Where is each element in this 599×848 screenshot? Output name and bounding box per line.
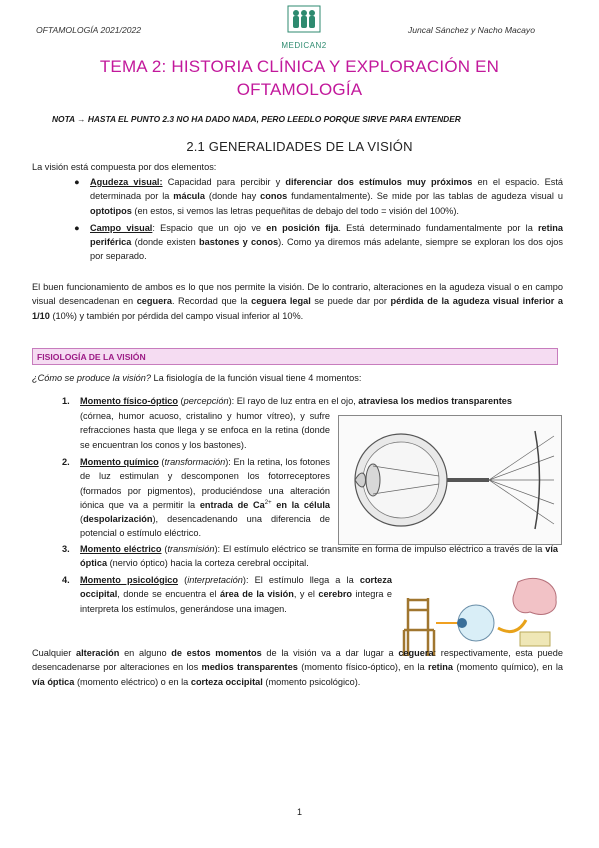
para-bold: ceguera [136, 296, 172, 307]
item-paren: interpretación [187, 575, 243, 585]
page-number: 1 [296, 807, 302, 818]
bullet-term: Campo visual [90, 222, 153, 233]
para-bold: de estos momentos [171, 648, 262, 658]
item-number: 4. [62, 575, 70, 585]
item-bold: en la célula [271, 499, 330, 510]
item-term: Momento químico [80, 457, 159, 467]
bullet-campo [74, 221, 564, 264]
para-text: (momento eléctrico) o en la [74, 676, 191, 687]
bullet-bold: bastones y conos [198, 237, 279, 247]
logo-text: MEDICAN2 [281, 41, 327, 51]
item-text: (nervio óptico) hacia la corteza cerebral occipital. [107, 558, 309, 569]
para-text: (momento físico-óptico), en la [297, 662, 428, 673]
item-bold: atraviesa los medios transparentes [358, 396, 513, 406]
para-text: Cualquier [32, 648, 76, 658]
bullet-text: ). Como ya diremos más adelante, siempre se exploran los dos ojos por separado. [90, 237, 563, 262]
para-bold: ceguera legal [251, 296, 311, 307]
bullet-icon: ● [74, 222, 80, 233]
item-bold: vía óptica [80, 544, 558, 569]
para-text: : respectivamente, esta puede desencadenarse por alteraciones en los [32, 648, 564, 673]
item-text: : El estímulo llega a la [245, 575, 360, 585]
item-bold: entrada de Ca [199, 499, 265, 510]
medican2-logo [274, 4, 334, 51]
para-text: . Recordad que la [171, 296, 252, 307]
item-text: ( [80, 514, 84, 524]
para-text: El buen funcionamiento de ambos es lo que nos permite la visión. De lo contrario, alteraciones en la agudeza visual o en campo visual desencadenan en [32, 282, 563, 307]
bullet-term: Agudeza visual: [90, 177, 163, 187]
title-line-2: OFTAMOLOGÍA [236, 79, 363, 99]
item-text: : El rayo de luz entra en el ojo, [231, 396, 359, 406]
item-bold: área de la visión [219, 589, 294, 600]
bullet-bold: optotipos [90, 205, 132, 216]
para-text: se puede dar por [310, 296, 391, 307]
bullet-text: (donde hay [204, 191, 261, 202]
para-text: (momento químico), en la [453, 662, 563, 673]
bullet-bold: diferenciar dos estímulos muy próximos [285, 177, 473, 187]
paragraph-alteracion [32, 646, 563, 689]
para-text: (10%) y también por pérdida del campo visual inferior al 10%. [49, 310, 304, 321]
para-bold: vía óptica [32, 676, 75, 687]
section-title: 2.1 GENERALIDADES DE LA VISIÓN [186, 139, 413, 154]
bullet-text: fundamentalmente). Se mide por las tablas de agudeza visual u [287, 191, 563, 202]
bullet-text: en el espacio. Está determinada por la [90, 177, 563, 202]
question-rest: La fisiología de la función visual tiene 4 momentos: [151, 373, 362, 383]
item-electrico: Momento eléctrico (transmisión): El estímulo eléctrico se transmite en forma de impulso eléctrico a través de la vía óptica (nervio óptico) hacia la corteza cerebral occipital. [80, 544, 558, 569]
title-line-1: TEMA 2: HISTORIA CLÍNICA Y EXPLORACIÓN EN [99, 57, 500, 76]
para-text: de la visión va a dar lugar a [261, 648, 399, 658]
item-quimico: Momento químico (transformación): En la retina, los fotones de luz estimulan y descomponen los fotorreceptores (formados por pigmentos), produciéndose una alteración iónica que va a permitir la entrada de $Ca^{2+}$ en la célula (despolarización), desencadenando una diferencia de potencial o estímulo eléctrico. [80, 457, 330, 539]
fisiologia-question [32, 371, 563, 385]
question-text: ¿Cómo se produce la visión? [32, 373, 151, 383]
para-bold: ceguera [398, 648, 434, 658]
item-bold: cerebro [318, 589, 353, 600]
bullet-agudeza [74, 175, 563, 218]
bullet-text: (en estos, si vemos las letras pequeñitas de debajo del todo = visión del 100%). [131, 205, 459, 216]
page-title [60, 56, 539, 102]
header-left: OFTAMOLOGÍA 2021/2022 [36, 25, 142, 35]
bullet-bold: en posición fija [266, 222, 339, 233]
bullet-text: Capacidad para percibir y [162, 177, 286, 187]
item-text: ), desencadenando una diferencia de potencial o estímulo eléctrico. [80, 514, 330, 539]
item-number: 1. [62, 396, 70, 406]
section-heading: FISIOLOGÍA DE LA VISIÓN [37, 352, 146, 362]
bullet-list [74, 175, 564, 267]
item-paren: transformación [164, 457, 226, 467]
item-sup: 2+ [264, 499, 272, 506]
item-bold: despolarización [83, 514, 153, 524]
item-paren: percepción [183, 396, 229, 406]
intro-text: La visión está compuesta por dos elementos: [32, 162, 217, 172]
eye-diagram-icon [339, 416, 561, 544]
item-number: 2. [62, 457, 70, 467]
para-bold: alteración [76, 648, 120, 658]
item-term: Momento psicológico [80, 575, 179, 585]
logo-icon [274, 4, 334, 38]
bullet-text: (donde existen [131, 237, 199, 247]
paragraph-ceguera [32, 280, 563, 323]
item-text: : El estímulo eléctrico se transmite en forma de impulso eléctrico a través de la [217, 544, 546, 554]
para-text: (momento psicológico). [262, 676, 361, 687]
item-text: integra e interpreta los estímulos, generándose una imagen. [80, 589, 392, 614]
nota: NOTA → HASTA EL PUNTO 2.3 NO HA DADO NADA, PERO LEEDLO PORQUE SIRVE PARA ENTENDER [52, 114, 461, 124]
para-bold: medios transparentes [201, 662, 298, 673]
bullet-bold: retina periférica [90, 222, 564, 247]
item-term: Momento físico-óptico [80, 396, 178, 406]
bullet-icon: ● [74, 177, 80, 187]
item-number: 3. [62, 544, 70, 554]
para-bold: corteza occipital [190, 676, 263, 687]
header-right: Juncal Sánchez y Nacho Macayo [407, 25, 535, 35]
section-heading-bar [32, 348, 558, 365]
bullet-bold: conos [260, 191, 288, 202]
para-bold: retina [428, 662, 454, 673]
item-text: , y el [293, 589, 319, 600]
item-term: Momento eléctrico [80, 544, 162, 554]
item-psicologico: Momento psicológico (interpretación): El estímulo llega a la corteza occipital, donde se encuentra el área de la visión, y el cerebro integra e interpreta los estímulos, generándose una imagen. [80, 575, 392, 614]
bullet-text: . Está determinado fundamentalmente por la [338, 222, 538, 233]
item-text: , donde se encuentra el [117, 589, 220, 600]
item-fisico-optico-line1: Momento físico-óptico (percepción): El rayo de luz entra en el ojo, atraviesa los medios transparentes [80, 396, 513, 406]
para-bold: pérdida de la agudeza visual inferior a 1/10 [32, 296, 563, 321]
item-fisico-optico-rest: (córnea, humor acuoso, cristalino y humor vítreo), y sufre refracciones hasta que llega y se enfoca en la retina (donde se encuentran los conos y los bastones). [80, 411, 330, 450]
bullet-text: : Espacio que un ojo ve [152, 222, 267, 233]
para-text: en alguno [119, 648, 172, 658]
item-paren: transmisión [167, 544, 215, 554]
item-bold: corteza occipital [80, 575, 392, 600]
item-text: : En la retina, los fotones de luz estimulan y descomponen los fotorreceptores (formados por pigmentos), produciéndose una alteración iónica que va a permitir la [80, 457, 330, 510]
bullet-bold: mácula [173, 191, 205, 202]
eye-diagram [338, 415, 562, 545]
